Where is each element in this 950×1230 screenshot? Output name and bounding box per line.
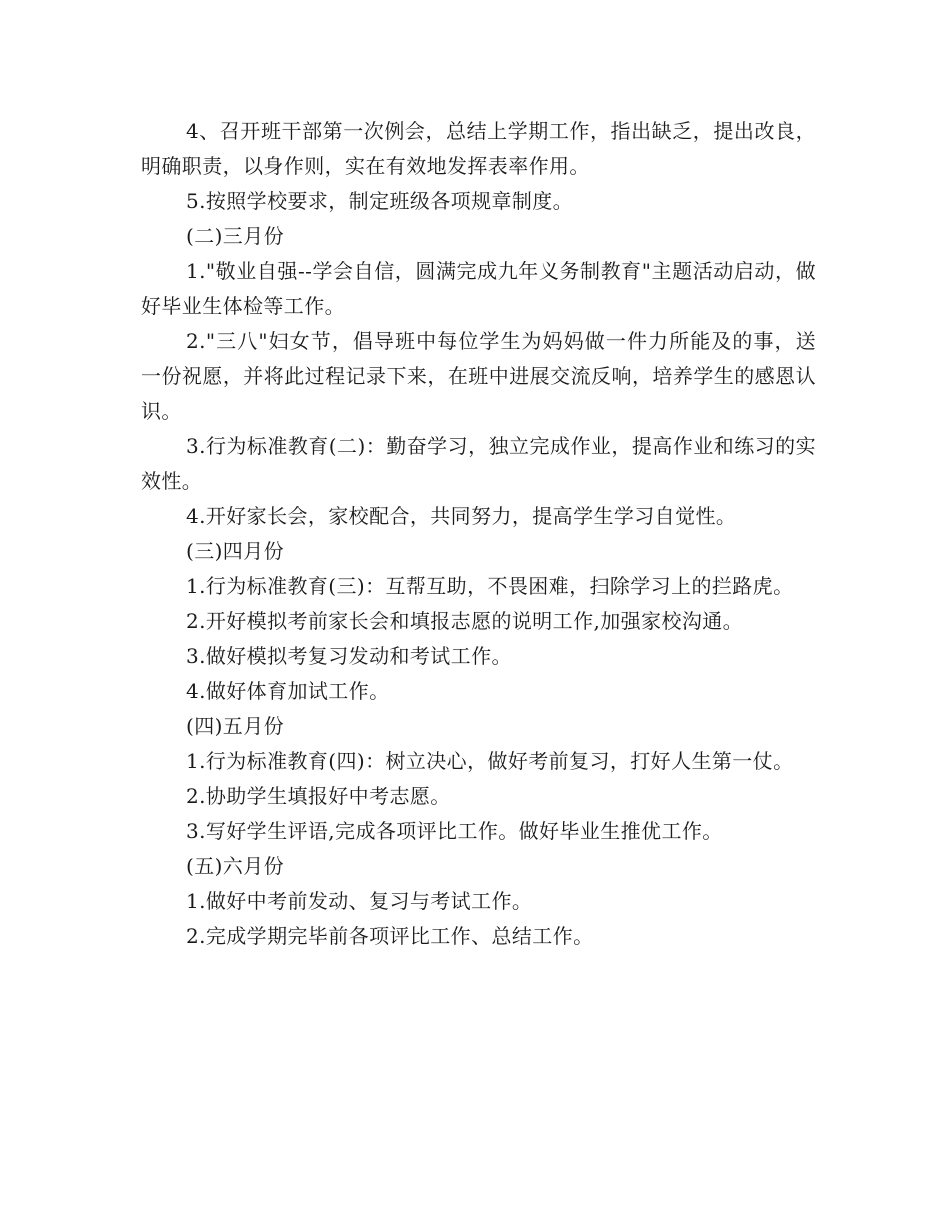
paragraph-june-item-2: 2.完成学期完毕前各项评比工作、总结工作。 [186,924,594,948]
document-body [141,114,816,954]
paragraph-april-item-2: 2.开好模拟考前家长会和填报志愿的说明工作,加强家校沟通。 [186,609,744,633]
paragraph-may-item-3: 3.写好学生评语,完成各项评比工作。做好毕业生推优工作。 [186,819,723,843]
paragraph-may-item-2: 2.协助学生填报好中考志愿。 [186,784,451,808]
section-heading-march: (二)三月份 [186,224,285,248]
paragraph-april-item-3: 3.做好模拟考复习发动和考试工作。 [186,644,512,668]
paragraph-march-item-1: 1."敬业自强--学会自信，圆满完成九年义务制教育"主题活动启动，做好毕业生体检等工作。 [141,259,816,318]
section-heading-june: (五)六月份 [186,854,285,878]
paragraph-april-item-1: 1.行为标准教育(三)：互帮互助，不畏困难，扫除学习上的拦路虎。 [186,574,794,598]
section-heading-may: (四)五月份 [186,714,285,738]
paragraph-march-item-4: 4.开好家长会，家校配合，共同努力，提高学生学习自觉性。 [186,504,737,528]
paragraph-april-item-4: 4.做好体育加试工作。 [186,679,390,703]
paragraph-june-item-1: 1.做好中考前发动、复习与考试工作。 [186,889,533,913]
paragraph-feb-item-4: 4、召开班干部第一次例会，总结上学期工作，指出缺乏，提出改良，明确职责，以身作则，实在有效地发挥表率作用。 [141,119,816,178]
paragraph-march-item-3: 3.行为标准教育(二)：勤奋学习，独立完成作业，提高作业和练习的实效性。 [141,434,816,493]
paragraph-may-item-1: 1.行为标准教育(四)：树立决心，做好考前复习，打好人生第一仗。 [186,749,794,773]
paragraph-feb-item-5: 5.按照学校要求，制定班级各项规章制度。 [186,189,574,213]
section-heading-april: (三)四月份 [186,539,285,563]
paragraph-march-item-2: 2."三八"妇女节，倡导班中每位学生为妈妈做一件力所能及的事，送一份祝愿，并将此过程记录下来，在班中进展交流反响，培养学生的感恩认识。 [141,329,816,423]
